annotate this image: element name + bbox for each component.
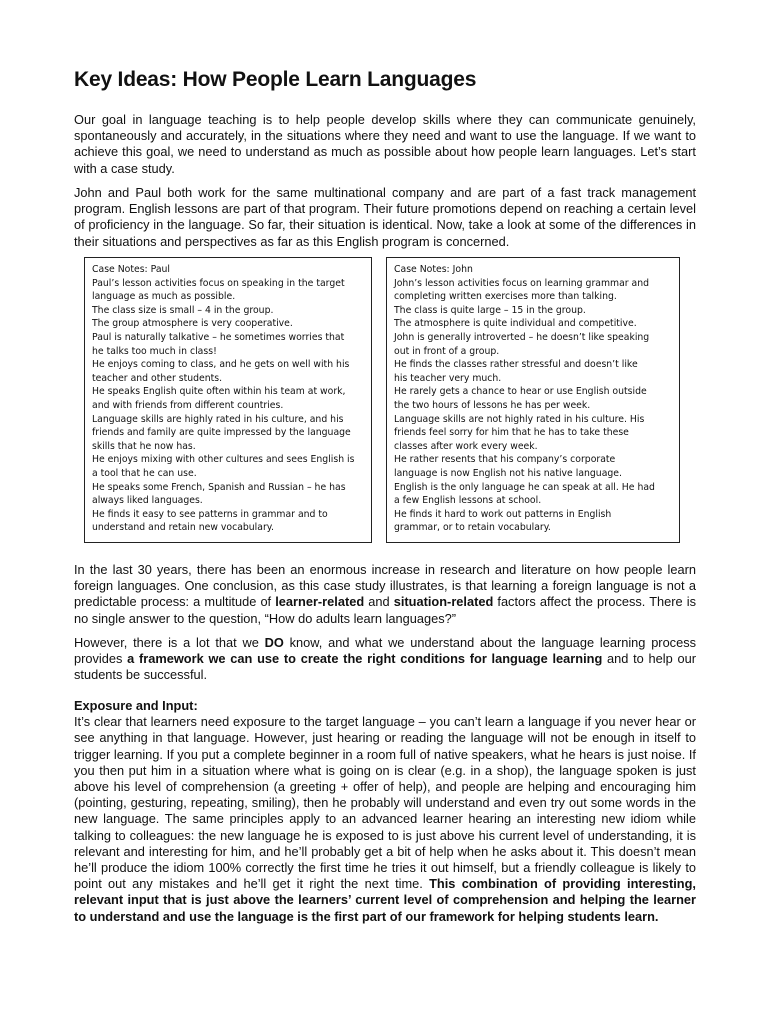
case-note-line: teacher and other students.: [92, 372, 223, 384]
text-run: and to help our students be successful.: [74, 651, 696, 683]
case-note-line: skills that he now has.: [92, 440, 196, 452]
case-study-paragraph: John and Paul both work for the same multinational company and are part of a fast track management program. English lessons are part of that program. Their future promotions depend on reaching a certain level of proficiency in the language. So far, their situation is identical. Now, take a look at some of the differences in their situations and perspectives as far as this English program is concerned.: [74, 185, 696, 249]
case-note-line: He enjoys mixing with other cultures and sees English is: [92, 454, 355, 466]
text-run: It’s clear that learners need exposure to the target language – you can’t learn a language if you never hear or see anything in that language. However, just hearing or reading the language will not be enough in itself to trigger learning. If you put a complete beginner in a room full of native speakers, what he hears is just noise. If you then put him in a situation where what is going on is clear (e.g. in a shop), the language spoken is just above his level of comprehension (a greeting + offer of help), and people are helping and encouraging him (pointing, gesturing, repeating, smiling), then he probably will understand and even try out some words in the new language. The same principles apply to an advanced learner hearing an interesting new idiom while talking to colleagues: the new language he is exposed to is just above his current level of understanding, it is relevant and interesting for him, and he’ll probably get a bit of help when he asks about it. This doesn’t mean he’ll produce the idiom 100% correctly the first time he tries it out himself, but a friendly colleague is likely to point out any mistakes and he’ll get it right the next time.: [74, 714, 696, 892]
case-note-line: The class is quite large – 15 in the group.: [394, 304, 586, 316]
framework-paragraph: [74, 635, 696, 684]
case-note-line: He rather resents that his company’s corporate: [394, 454, 616, 466]
case-note-line: a few English lessons at school.: [394, 495, 542, 507]
case-note-line: friends and family are quite impressed by the language: [92, 427, 351, 439]
case-note-line: grammar, or to retain vocabulary.: [394, 522, 551, 534]
intro-paragraph: Our goal in language teaching is to help people develop skills where they can communicate genuinely, spontaneously and accurately, in the situations where they need and want to use the language. If we want to achieve this goal, we need to understand as much as possible about how people learn languages. Let’s start with a case study.: [74, 112, 696, 176]
case-note-line: He enjoys coming to class, and he gets on well with his: [92, 359, 350, 371]
case-notes-paul-title: Case Notes: Paul: [92, 264, 171, 275]
bold-conclusion: This combination of providing interesting, relevant input that is just above the learners’ current level of comprehension and helping the learner to understand and use the language is the first part of our framework for helping students learn.: [74, 876, 696, 924]
case-note-line: and with friends from different countries.: [92, 399, 284, 411]
case-note-line: classes after work every week.: [394, 440, 538, 452]
case-note-line: completing written exercises more than talking.: [394, 291, 617, 303]
case-note-line: Language skills are highly rated in his culture, and his: [92, 413, 344, 425]
text-run: know, and what we understand about the language learning process provides: [74, 635, 696, 667]
case-note-line: language as much as possible.: [92, 291, 236, 303]
case-note-line: The group atmosphere is very cooperative.: [92, 318, 293, 330]
case-note-line: He speaks some French, Spanish and Russian – he has: [92, 481, 346, 493]
bold-term: learner-related: [275, 594, 365, 610]
research-paragraph: [74, 562, 696, 627]
bold-term: situation-related: [393, 594, 494, 610]
case-note-line: He speaks English quite often within his team at work,: [92, 386, 346, 398]
case-note-line: understand and retain new vocabulary.: [92, 522, 274, 534]
case-note-line: the two hours of lessons he has per week.: [394, 399, 591, 411]
case-note-line: Language skills are not highly rated in his culture. His: [394, 413, 645, 425]
case-note-line: The class size is small – 4 in the group.: [92, 304, 274, 316]
case-note-line: a tool that he can use.: [92, 467, 197, 479]
text-run: and: [364, 594, 394, 610]
case-note-line: Paul is naturally talkative – he sometimes worries that: [92, 331, 345, 343]
case-note-line: always liked languages.: [92, 495, 203, 507]
case-note-line: The atmosphere is quite individual and competitive.: [394, 318, 637, 330]
case-notes-john-box: [386, 257, 680, 543]
bold-term: a framework we can use to create the right conditions for language learning: [127, 651, 603, 667]
case-note-line: He finds it easy to see patterns in grammar and to: [92, 508, 328, 520]
text-run: In the last 30 years, there has been an enormous increase in research and literature on how people learn foreign languages. One conclusion, as this case study illustrates, is that learning a foreign language is not a predictable process: a multitude of: [74, 562, 696, 610]
text-run: factors affect the process. There is no single answer to the question, “How do adults learn languages?”: [74, 594, 696, 626]
bold-term: DO: [264, 635, 284, 650]
case-note-line: John is generally introverted – he doesn’t like speaking: [394, 331, 650, 343]
case-note-line: He finds the classes rather stressful and doesn’t like: [394, 359, 638, 371]
case-note-line: friends feel sorry for him that he has to take these: [394, 427, 629, 439]
case-note-line: language is now English not his native language.: [394, 467, 622, 479]
case-notes-paul-box: [84, 257, 372, 543]
case-note-line: out in front of a group.: [394, 345, 500, 357]
case-note-line: John’s lesson activities focus on learning grammar and: [394, 277, 650, 289]
exposure-input-section: [74, 698, 696, 925]
case-notes-john-title: Case Notes: John: [394, 264, 473, 275]
section-heading: Exposure and Input:: [74, 698, 198, 713]
case-note-line: Paul’s lesson activities focus on speaking in the target: [92, 277, 345, 289]
case-note-line: English is the only language he can speak at all. He had: [394, 481, 655, 493]
case-note-line: he talks too much in class!: [92, 345, 217, 357]
case-note-line: his teacher very much.: [394, 372, 502, 384]
case-note-line: He rarely gets a chance to hear or use English outside: [394, 386, 647, 398]
page-title: Key Ideas: How People Learn Languages: [74, 68, 477, 91]
text-run: However, there is a lot that we: [74, 635, 265, 650]
case-note-line: He finds it hard to work out patterns in English: [394, 508, 612, 520]
